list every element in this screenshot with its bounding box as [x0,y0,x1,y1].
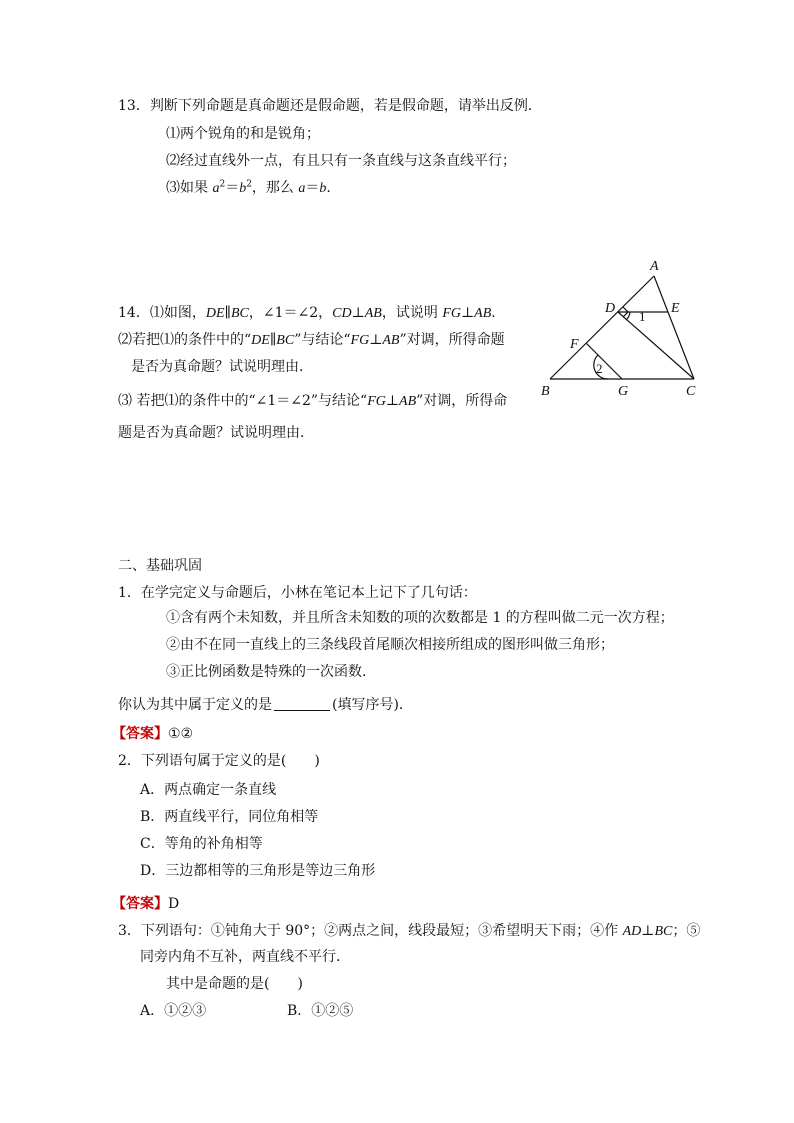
q1-stem: 1．在学完定义与命题后，小林在笔记本上记下了几句话： [118,585,477,601]
q2-answer: 【答案】D [112,896,180,912]
q1-answer: 【答案】①② [112,726,194,742]
q3-option-a: A．①②③ [140,1003,207,1019]
q13-stem: 13．判断下列命题是真命题还是假命题，若是假命题，请举出反例． [118,98,542,114]
label-b: B [541,384,550,399]
q1-question: 你认为其中属于定义的是 (填写序号)． [118,697,413,713]
segment-dc [618,312,694,379]
q13-item-2: ⑵经过直线外一点，有且只有一条直线与这条直线平行； [166,153,516,169]
q3-line-1: 3．下列语句：①钝角大于 90°；②两点之间，线段最短；③希望明天下雨；④作 AD⊥BC；⑤ [118,923,701,939]
q1-item-2: ②由不在同一直线上的三条线段首尾顺次相接所组成的图形叫做三角形； [166,637,614,653]
answer-blank [274,696,330,711]
q2-stem: 2．下列语句属于定义的是( ) [118,753,320,769]
q3-line-3: 其中是命题的是( ) [166,976,303,992]
label-e: E [671,301,680,316]
q14-line-1: 14．⑴如图，DE∥BC，∠1＝∠2，CD⊥AB，试说明 FG⊥AB. [118,305,496,321]
q2-option-d: D．三边都相等的三角形是等边三角形 [140,863,376,879]
q14-line-4: ⑶ 若把⑴的条件中的“∠1＝∠2”与结论“FG⊥AB”对调，所得命 [118,393,508,409]
label-angle-2: 2 [596,361,603,376]
q3-line-2: 同旁内角不互补，两直线不平行． [140,949,350,965]
q13-item-1: ⑴两个锐角的和是锐角； [166,126,320,142]
segment-ac [654,276,694,379]
segment-fg [586,343,622,379]
q2-option-b: B．两直线平行，同位角相等 [140,809,319,825]
label-d: D [605,301,616,316]
label-g: G [618,384,629,399]
q14-line-5: 题是否为真命题？试说明理由． [118,425,314,441]
q2-option-c: C．等角的补角相等 [140,836,263,852]
label-a: A [650,259,659,274]
triangle-figure [538,256,708,401]
q13-item-3: ⑶如果 $a^2=b^2$，那么 a＝b. [166,179,331,196]
label-f: F [570,337,579,352]
q1-item-3: ③正比例函数是特殊的一次函数. [166,664,367,680]
section-heading: 二、基础巩固 [118,558,202,574]
q1-item-1: ①含有两个未知数，并且所含未知数的项的次数都是 1 的方程叫做二元一次方程； [166,610,674,626]
label-angle-1: 1 [639,309,646,324]
label-c: C [686,384,696,399]
q14-line-2: ⑵若把⑴的条件中的“DE∥BC”与结论“FG⊥AB”对调，所得命题 [118,332,505,348]
q14-line-3: 是否为真命题？试说明理由． [131,359,313,375]
q3-option-b: B．①②⑤ [287,1003,354,1019]
q2-option-a: A．两点确定一条直线 [140,782,277,798]
